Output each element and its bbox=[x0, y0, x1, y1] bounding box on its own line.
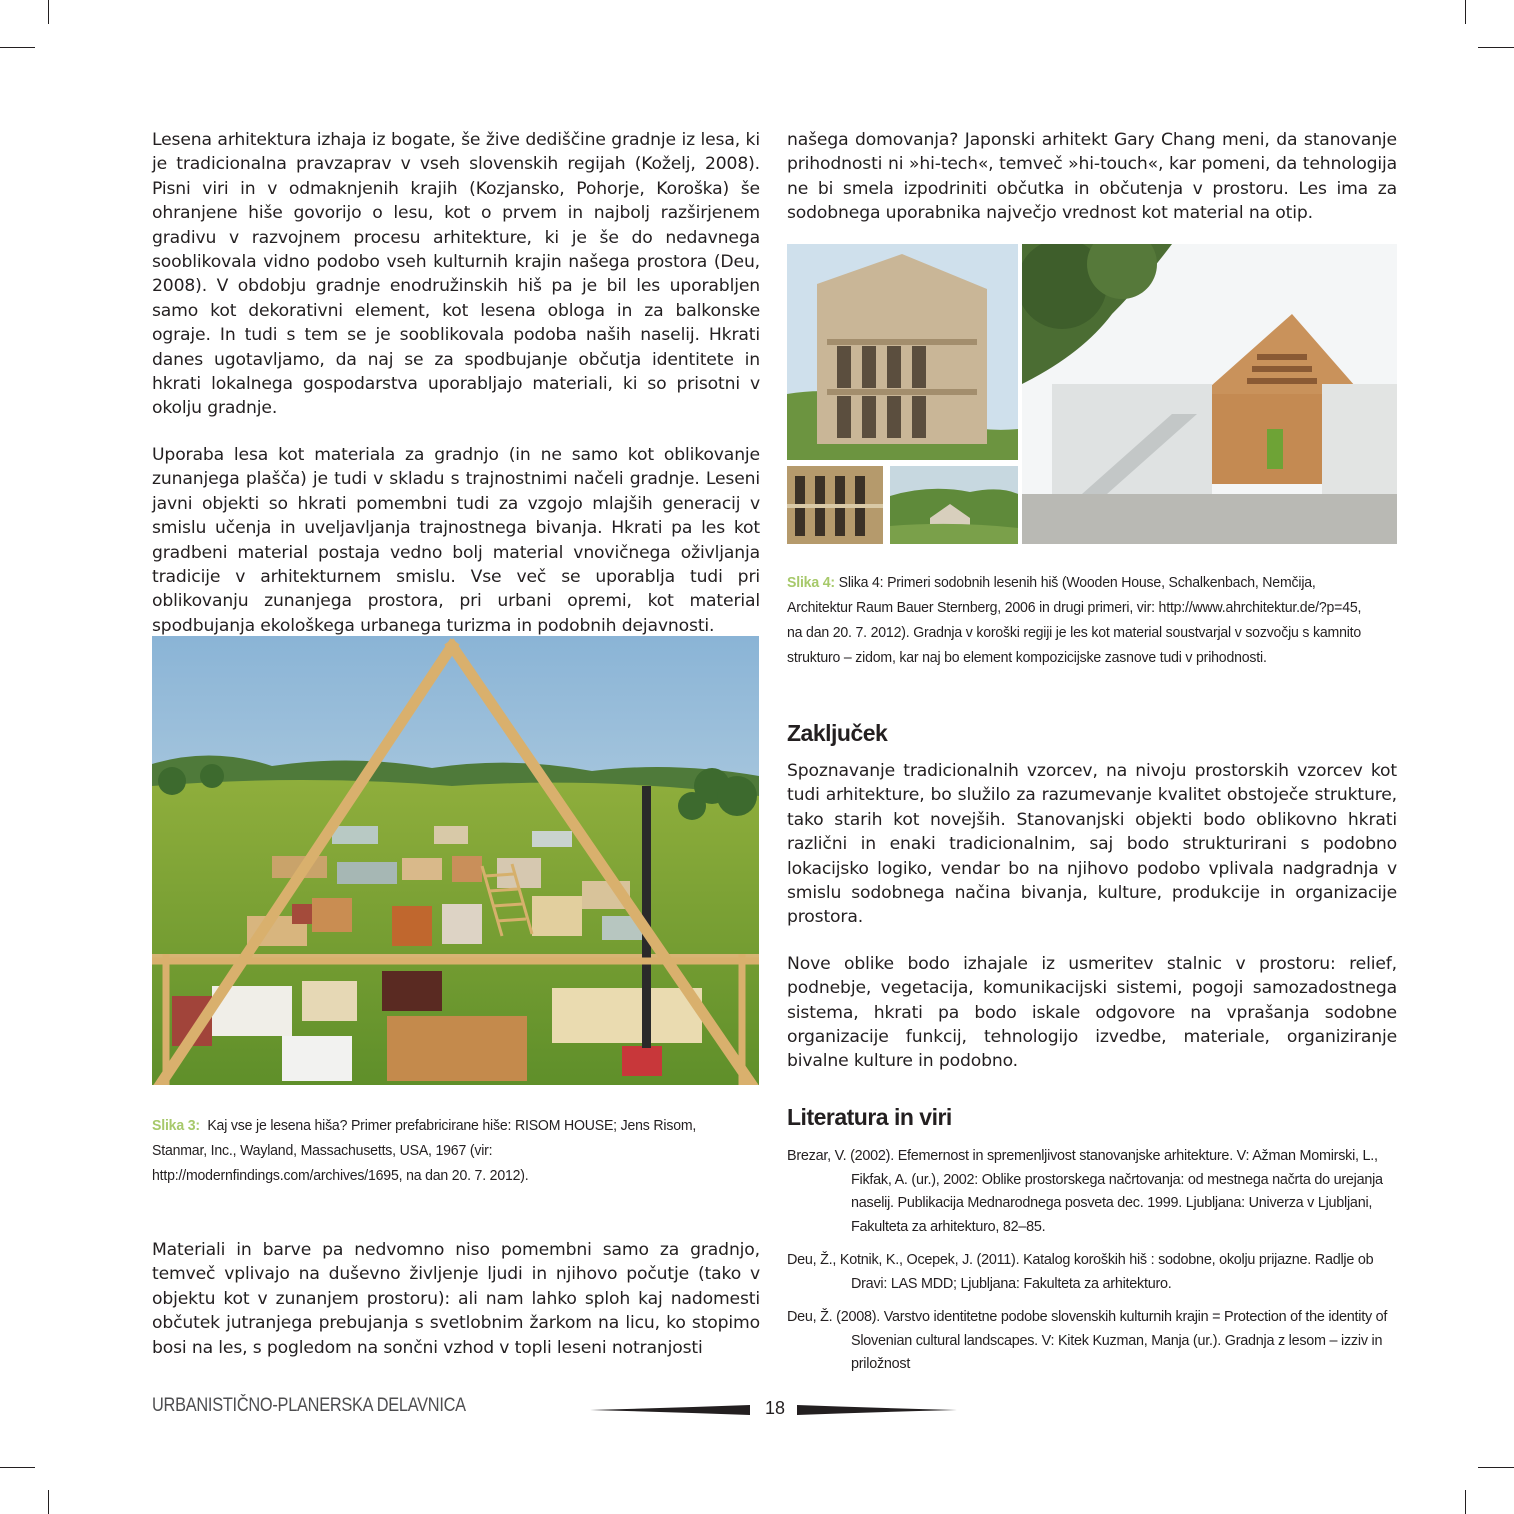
footer-ornament-right bbox=[797, 1405, 957, 1415]
reference-item: Deu, Ž., Kotnik, K., Ocepek, J. (2011). Katalog koroških hiš : sodobne, okolju prijazne. Radlje ob Dravi: LAS MDD; Ljubljana: Fakulteta za arhitekturo. bbox=[787, 1252, 1374, 1292]
figure-3-caption-text: Kaj vse je lesena hiša? Primer prefabricirane hiše: RISOM HOUSE; Jens Risom, Stanmar, Inc., Wayland, Massachusetts, USA, 1967 (vir: http://modernfindings.com/archives/1695, na dan 20. 7. 2012). bbox=[152, 1117, 697, 1184]
body-paragraph: Materiali in barve pa nedvomno niso pomembni samo za gradnjo, temveč vplivajo na duševno življenje ljudi in njihovo počutje (tako v objektu kot v zunanjem prostoru): ali nam lahko sploh kaj nadomesti občutek jutranjega prebujanja s svetlobnim žarkom na licu, ko stopimo bosi na les, s pogledom na sončni vzhod v topli leseni notranjosti bbox=[152, 1240, 760, 1358]
right-column bbox=[787, 128, 1397, 226]
left-column-bottom bbox=[152, 1238, 760, 1360]
body-paragraph: Uporaba lesa kot materiala za gradnjo (in ne samo kot oblikovanje zunanjega plašča) je tudi v skladu s trajnostnimi načeli gradnje. Leseni javni objekti so hkrati pomembni tudi za vzgojo mlajših generacij v smislu učenja in uveljavljanja trajnostnega bivanja. Hkrati pa les kot gradbeni material postaja vedno bolj material vnovičnega oživljanja tradicije v arhitekturnem smislu. Vse več se uporablja tudi pri oblikovanju zunanjega prostora, pri urbani opremi, kot material spodbujanja ekološkega urbanega turizma in podobnih dejavnosti. bbox=[152, 444, 760, 636]
figure-4-photo-main bbox=[787, 244, 1018, 460]
references-section bbox=[787, 1104, 1397, 1387]
figure-4-caption-text: Slika 4: Primeri sodobnih lesenih hiš (Wooden House, Schalkenbach, Nemčija, Architektur Raum Bauer Sternberg, 2006 in drugi primeri, vir: http://www.ahrchitektur.de/?p=45, na dan 20. 7. 2012). Gradnja v koroški regiji je les kot material soustvarjal v sozvočju s kamnito strukturo – zidom, kar naj bo element kompozicijske zasnove tudi v prihodnosti. bbox=[787, 574, 1362, 666]
wooden-house-photo bbox=[787, 244, 1018, 460]
figure-4-caption bbox=[787, 570, 1375, 670]
figure-4-label: Slika 4: bbox=[787, 574, 835, 591]
footer-publication-title: URBANISTIČNO-PLANERSKA DELAVNICA bbox=[152, 1395, 466, 1416]
figure-4-photo-large bbox=[1022, 244, 1397, 544]
figure-3-caption bbox=[152, 1113, 731, 1188]
crop-mark bbox=[48, 0, 49, 24]
crop-mark bbox=[0, 47, 35, 48]
modern-gable-house-photo bbox=[1022, 244, 1397, 544]
left-column bbox=[152, 128, 760, 638]
body-paragraph: Lesena arhitektura izhaja iz bogate, še žive dediščine gradnje iz lesa, ki je tradicionalna pravzaprav v vseh slovenskih regijah (Koželj, 2008). Pisni viri in v odmaknjenih krajih (Kozjansko, Pohorje, Koroška) še ohranjene hiše govorijo o lesu, kot o prvem in najbolj razširjenem gradivu v razvojnem procesu arhitekture, ki je še do nedavnega sooblikovala vidno podobo vseh kulturnih krajin našega prostora (Deu, 2008). V obdobju gradnje enodružinskih hiš pa je bil les uporabljen samo kot dekorativni element, kot lesena obloga in za balkonske ograje. In tudi s tem se je sooblikovala podoba naših naselij. Hkrati danes ugotavljamo, da naj se za spodbujanje občutja identitete in hkrati lokalnega gospodarstva uporabljajo materiali, ki so prisotni v okolju gradnje. bbox=[152, 130, 760, 419]
body-paragraph: Spoznavanje tradicionalnih vzorcev, na nivoju prostorskih vzorcev kot tudi arhitekture, bo služilo za razumevanje kvalitet obstoječe strukture, tako starih kot novejših. Stanovanjski objekti bodo oblikovno hkrati različni in enaki tradicionalnim, saj bodo strukturirani s podobno lokacijsko logiko, vendar bo na njihovo podobo vplivala nadgradnja v smislu sodobnega načina bivanja, kulture, produkcije in organizacije prostora. bbox=[787, 761, 1397, 928]
a-frame-house-illustration bbox=[152, 636, 759, 1085]
crop-mark bbox=[1465, 1490, 1466, 1514]
figure-4-photo-small-2 bbox=[890, 466, 1018, 544]
crop-mark bbox=[1465, 0, 1466, 24]
wooden-facade-photo bbox=[787, 466, 883, 544]
reference-item: Brezar, V. (2002). Efemernost in spremenljivost stanovanjske arhitekture. V: Ažman Momirski, L., Fikfak, A. (ur.), 2002: Oblike prostorskega načrtovanja: od mestnega načrta do urejanja naselij. Publikacija Mednarodnega posveta dec. 1999. Ljubljana: Univerza v Ljubljani, Fakulteta za arhitekturo, 82–85. bbox=[787, 1148, 1383, 1235]
figure-3-caption-block bbox=[152, 1113, 768, 1188]
section-heading-conclusion: Zaključek bbox=[787, 720, 888, 746]
crop-mark bbox=[48, 1490, 49, 1514]
conclusion-section bbox=[787, 720, 1397, 1074]
crop-mark bbox=[1478, 47, 1514, 48]
footer-ornament-left bbox=[590, 1405, 750, 1415]
body-paragraph: našega domovanja? Japonski arhitekt Gary Chang meni, da stanovanje prihodnosti ni »hi-tech«, temveč »hi-touch«, kar pomeni, da tehnologija ne bi smela izpodriniti občutka in občutenja v prostoru. Les ima za sodobnega uporabnika največjo vrednost kot material na otip. bbox=[787, 130, 1397, 224]
section-heading-references: Literatura in viri bbox=[787, 1104, 952, 1130]
crop-mark bbox=[1478, 1467, 1514, 1468]
figure-4-caption-block bbox=[787, 570, 1412, 670]
body-paragraph: Nove oblike bodo izhajale iz usmeritev stalnic v prostoru: relief, podnebje, vegetacija, komunikacijski sistemi, pogoji samozadostnega sistema, hkrati pa bodo iskale odgovore na vprašanja sodobne organizacije funkcij, tehnologijo izvedbe, materiale, organiziranje bivalne kulture in podobno. bbox=[787, 953, 1397, 1072]
page-number: 18 bbox=[764, 1398, 786, 1418]
figure-4-photo-small-1 bbox=[787, 466, 883, 544]
crop-mark bbox=[0, 1467, 35, 1468]
figure-3-photo bbox=[152, 636, 759, 1085]
references-list bbox=[787, 1145, 1397, 1377]
reference-item: Deu, Ž. (2008). Varstvo identitetne podobe slovenskih kulturnih krajin = Protection of the identity of Slovenian cultural landscapes. V: Kitek Kuzman, Manja (ur.). Gradnja z lesom – izziv in priložnost bbox=[787, 1309, 1388, 1372]
figure-3-label: Slika 3: bbox=[152, 1117, 200, 1134]
rural-house-photo bbox=[890, 466, 1018, 544]
